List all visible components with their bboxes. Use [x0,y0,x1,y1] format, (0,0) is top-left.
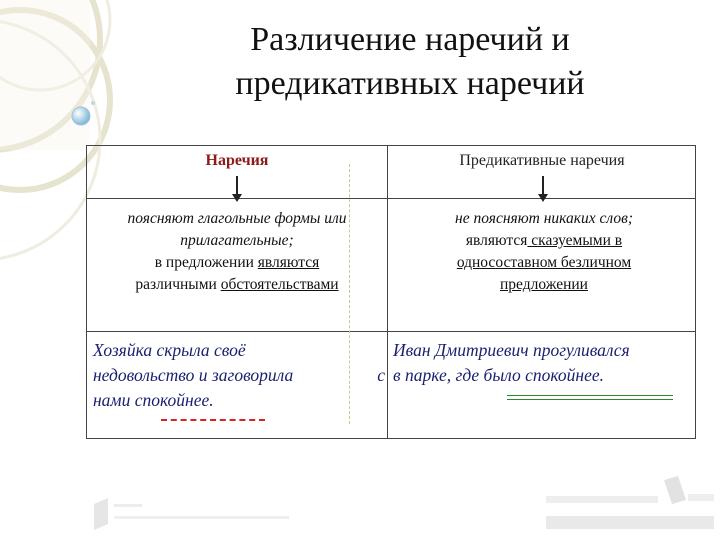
desc-underlined: являются [257,254,320,271]
page-title [150,18,670,106]
desc-line: односоставном безличном [456,254,632,271]
desc-line: поясняют глагольные формы или [127,210,347,227]
down-arrow-icon [236,176,238,198]
desc-text: различными [135,276,221,293]
green-double-underline [507,395,673,396]
example-line: Иван Дмитриевич прогуливался [393,340,630,360]
example-predicative [393,338,695,388]
desc-line: предложении [500,276,588,293]
row-divider-1 [87,198,695,199]
comparison-table [86,145,696,439]
title-line-2: предикативных наречий [235,65,585,102]
desc-text: в предложении [154,254,258,271]
example-line: нами спокойнее. [93,390,214,410]
desc-line: не поясняют никаких слов; [455,210,633,227]
green-double-underline [507,399,673,400]
example-text: недовольство и заговорила [93,365,294,385]
example-text: с [377,365,385,385]
title-line-1: Различение наречий и [250,21,570,58]
example-line: Хозяйка скрыла своё [93,340,246,360]
header-adverbs: Наречия [205,152,269,169]
red-dashed-underline [161,419,265,421]
adverbs-description [89,208,385,296]
example-adverb [93,338,385,413]
down-arrow-icon [542,176,544,198]
desc-underlined: сказуемыми в [527,232,623,249]
column-divider [387,146,388,438]
example-line: в парке, где было спокойнее. [393,365,605,385]
footer-logo-right [546,476,716,532]
desc-line: прилагательные; [180,232,294,249]
footer-logo-left [92,498,292,532]
desc-underlined: обстоятельствами [220,276,339,293]
header-predicative-adverbs: Предикативные наречия [459,152,625,169]
example-line [93,363,385,388]
predicative-description [399,208,689,296]
desc-line [89,252,385,274]
row-divider-2 [87,331,695,332]
desc-line [399,230,689,252]
desc-text: являются [465,232,528,249]
desc-line [89,274,385,296]
